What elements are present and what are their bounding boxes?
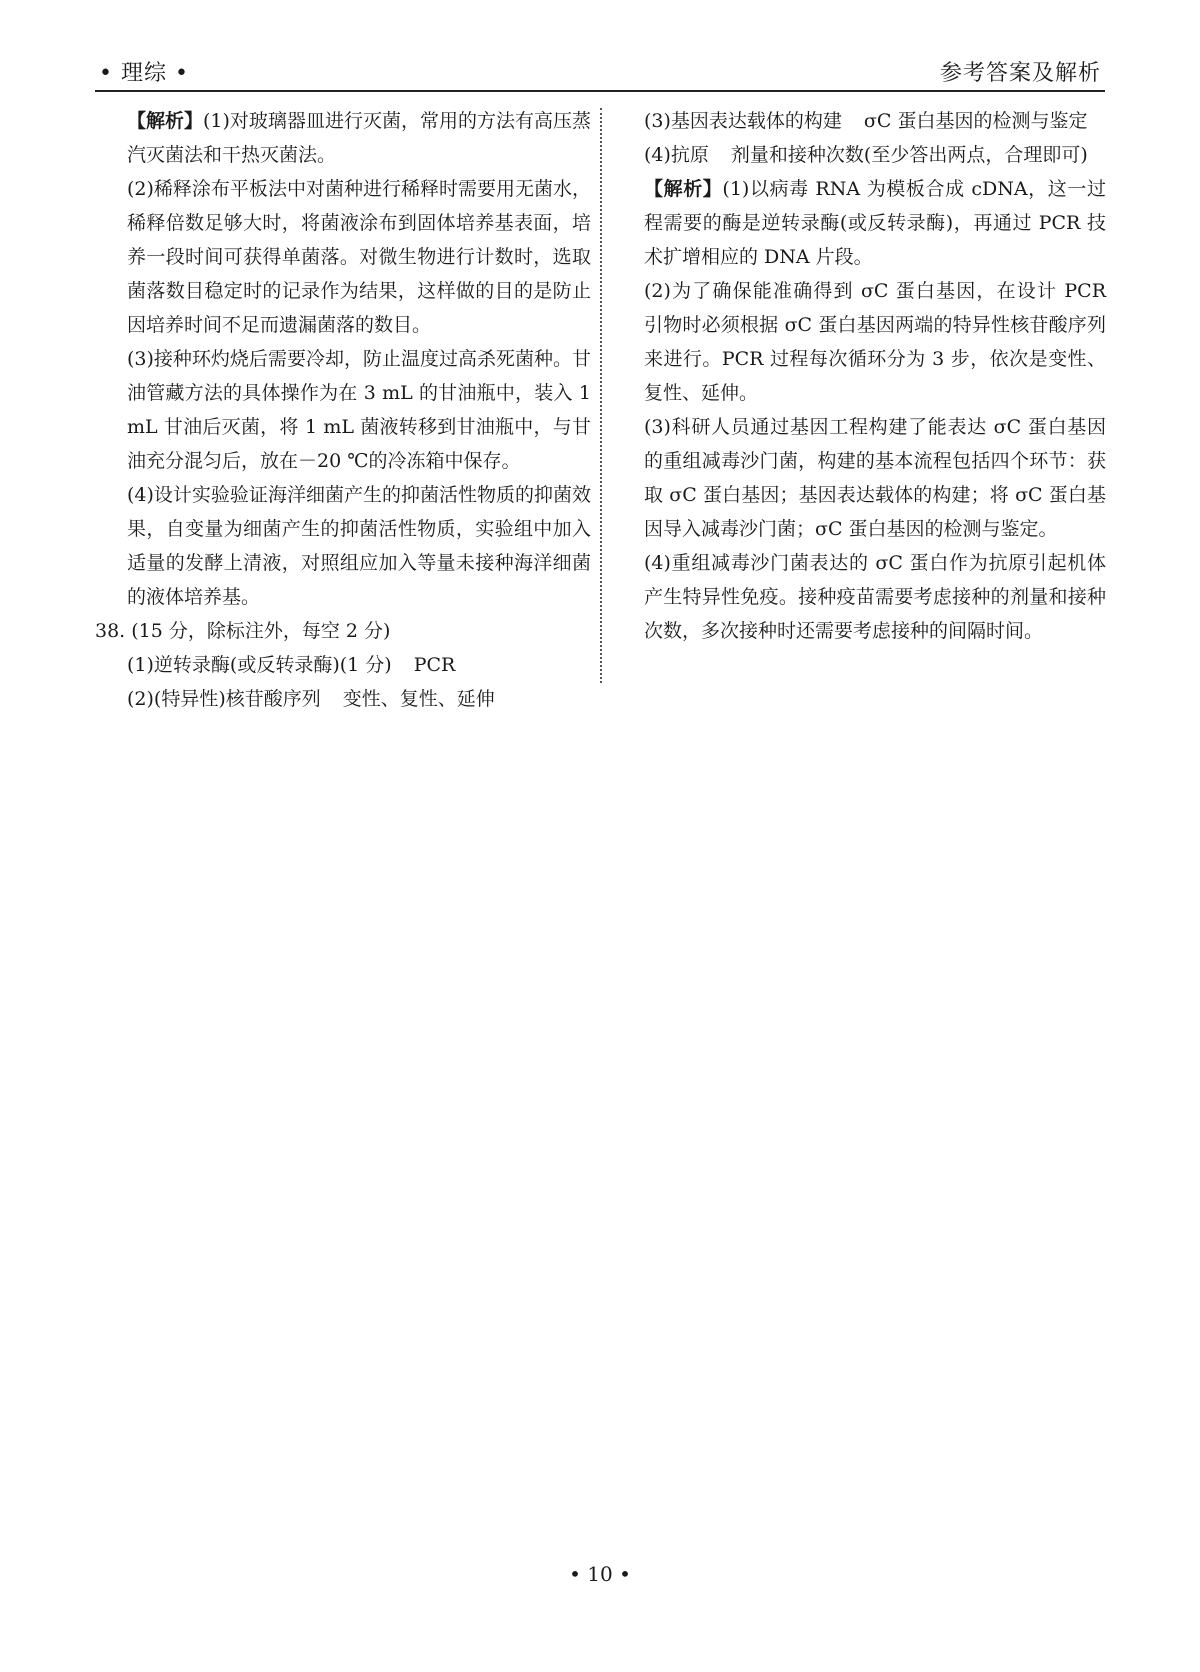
section-title: 参考答案及解析 bbox=[939, 61, 1101, 86]
q37-analysis-4: (4)设计实验验证海洋细菌产生的抑菌活性物质的抑菌效果，自变量为细菌产生的抑菌活性物质，实验组中加入适量的发酵上清液，对照组应加入等量未接种海洋细菌的液体培养基。 bbox=[127, 484, 591, 608]
q38-analysis-1 bbox=[644, 172, 1106, 274]
q38-answer-4a: (4)抗原 bbox=[644, 144, 709, 166]
q38-answer-2 bbox=[95, 682, 591, 716]
q38-answer-4 bbox=[644, 138, 1106, 172]
subject-label: • 理综 • bbox=[99, 61, 189, 86]
q38-analysis-2: (2)为了确保能准确得到 σC 蛋白基因，在设计 PCR 引物时必须根据 σC 蛋白基因两端的特异性核苷酸序列来进行。PCR 过程每次循环分为 3 步，依次是变性、复性、延伸。 bbox=[644, 280, 1106, 404]
page-number: • 10 • bbox=[569, 1562, 631, 1586]
q38-analysis-3: (3)科研人员通过基因工程构建了能表达 σC 蛋白基因的重组减毒沙门菌，构建的基本流程包括四个环节：获取 σC 蛋白基因；基因表达载体的构建；将 σC 蛋白基因导入减毒沙门菌；σC 蛋白基因的检测与鉴定。 bbox=[644, 416, 1106, 540]
q37-analysis-2: (2)稀释涂布平板法中对菌种进行稀释时需要用无菌水，稀释倍数足够大时，将菌液涂布到固体培养基表面，培养一段时间可获得单菌落。对微生物进行计数时，选取菌落数目稳定时的记录作为结果，这样做的目的是防止因培养时间不足而遗漏菌落的数目。 bbox=[127, 178, 591, 336]
q38-heading: 38. (15 分，除标注外，每空 2 分) bbox=[95, 620, 391, 642]
q38-answer-2b: 变性、复性、延伸 bbox=[342, 688, 495, 710]
right-column bbox=[644, 104, 1106, 648]
page-header bbox=[95, 52, 1105, 92]
q37-analysis-1 bbox=[95, 104, 591, 172]
left-column bbox=[95, 104, 591, 716]
q38-analysis-1-text: (1)以病毒 RNA 为模板合成 cDNA，这一过程需要的酶是逆转录酶(或反转录酶)，再通过 PCR 技术扩增相应的 DNA 片段。 bbox=[644, 178, 1106, 268]
q38-answer-3a: (3)基因表达载体的构建 bbox=[644, 110, 842, 132]
q38-answer-3b: σC 蛋白基因的检测与鉴定 bbox=[863, 110, 1088, 132]
q37-analysis-1-text: (1)对玻璃器皿进行灭菌，常用的方法有高压蒸汽灭菌法和干热灭菌法。 bbox=[127, 110, 591, 166]
column-divider bbox=[600, 108, 602, 683]
q38-answer-1 bbox=[95, 648, 591, 682]
q38-analysis-4: (4)重组减毒沙门菌表达的 σC 蛋白作为抗原引起机体产生特异性免疫。接种疫苗需要考虑接种的剂量和接种次数，多次接种时还需要考虑接种的间隔时间。 bbox=[644, 552, 1106, 642]
q38-answer-1b: PCR bbox=[413, 654, 456, 676]
analysis-label: 【解析】 bbox=[127, 110, 204, 132]
q37-analysis-3: (3)接种环灼烧后需要冷却，防止温度过高杀死菌种。甘油管藏方法的具体操作为在 3 mL 的甘油瓶中，装入 1 mL 甘油后灭菌，将 1 mL 菌液转移到甘油瓶中，与甘油充分混匀后，放在－20 ℃的冷冻箱中保存。 bbox=[127, 348, 591, 472]
q38-answer-2a: (2)(特异性)核苷酸序列 bbox=[127, 688, 321, 710]
q38-answer-4b: 剂量和接种次数(至少答出两点，合理即可) bbox=[730, 144, 1088, 166]
q38-answer-1a: (1)逆转录酶(或反转录酶)(1 分) bbox=[127, 654, 392, 676]
analysis-label: 【解析】 bbox=[644, 178, 723, 200]
q38-answer-3 bbox=[644, 104, 1106, 138]
